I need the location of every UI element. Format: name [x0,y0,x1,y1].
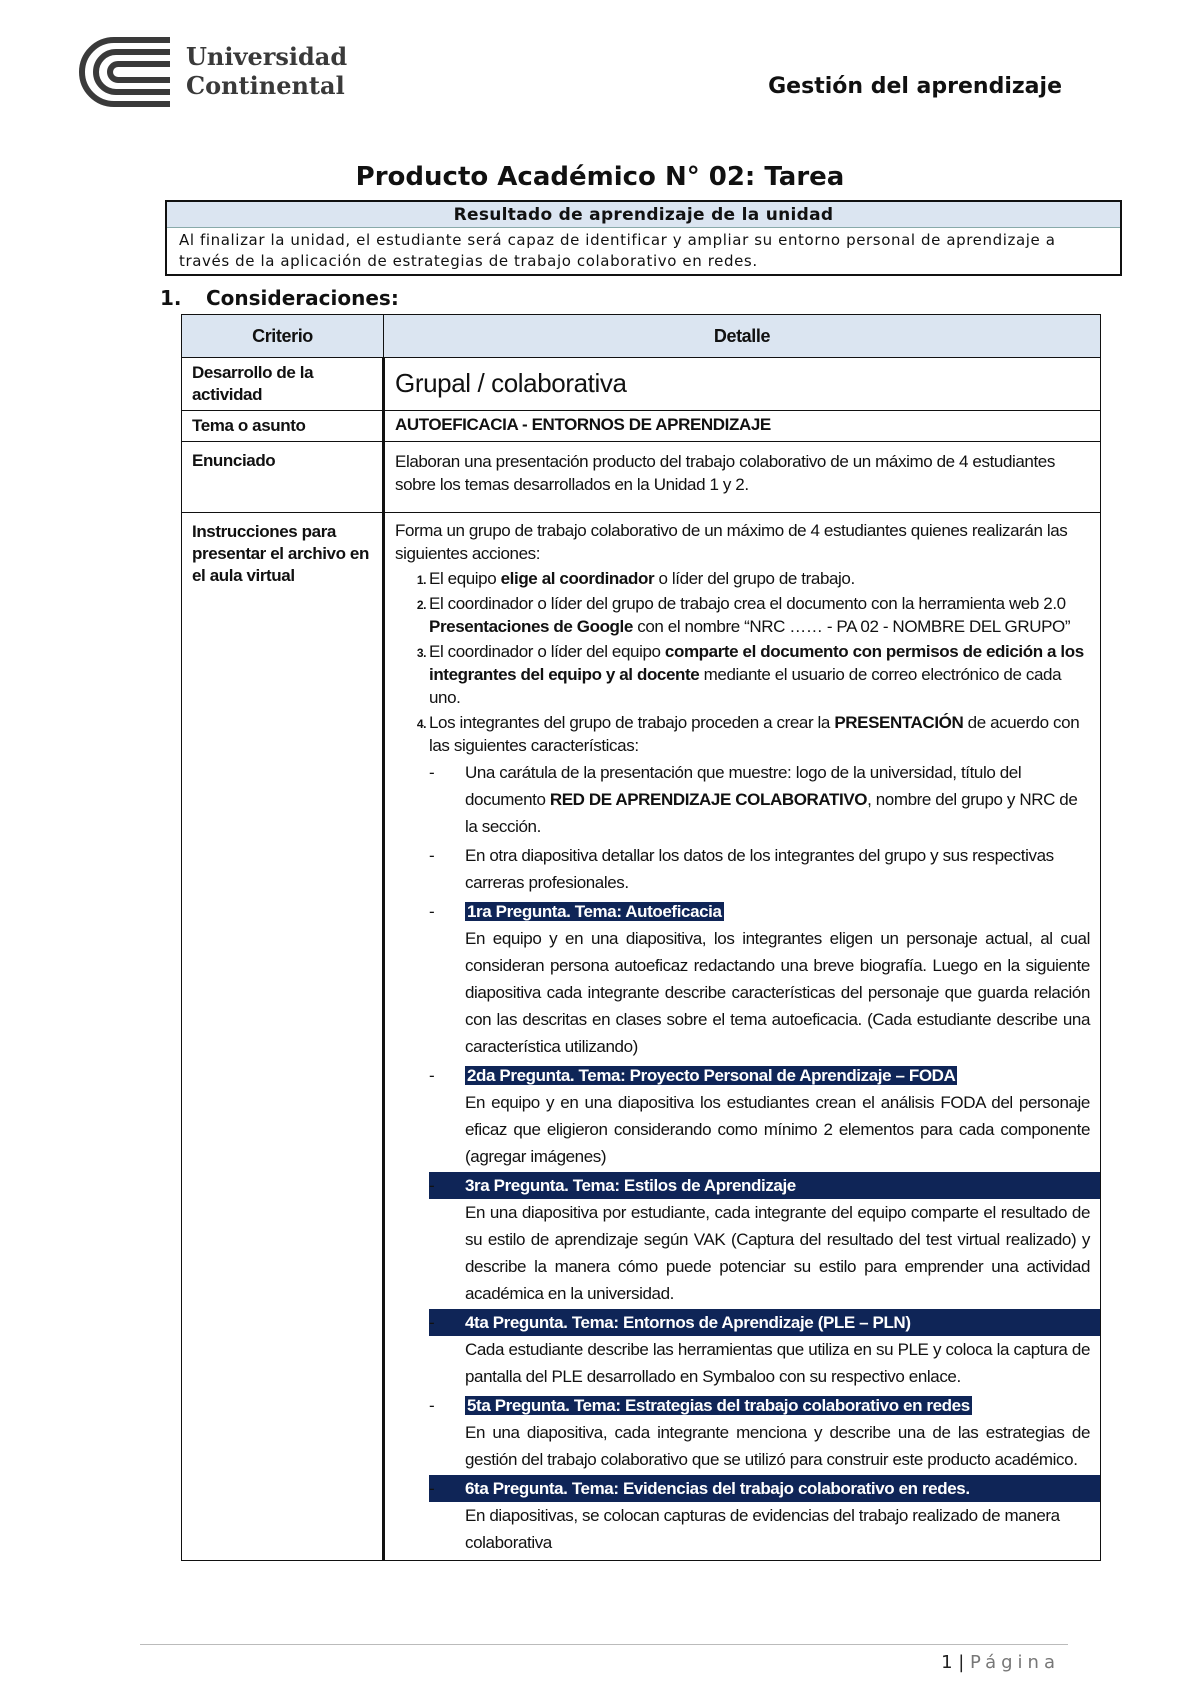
table-header-row [182,315,1101,358]
page-label: Página [970,1652,1060,1673]
instructions-intro: Forma un grupo de trabajo colaborativo de un máximo de 4 estudiantes quienes realizarán las siguientes acciones: [395,521,1068,563]
footer-divider [140,1644,1068,1645]
question-4-body: Cada estudiante describe las herramientas que utiliza en su PLE y coloca la captura de pantalla del PLE desarrollado en Symbaloo con su respectivo enlace. [465,1340,1090,1386]
question-1-title: 1ra Pregunta. Tema: Autoeficacia [467,902,722,921]
page-footer: 1 | Página [941,1652,1060,1673]
page-number: 1 [941,1652,953,1673]
step-item: 2. El coordinador o líder del grupo de trabajo crea el documento con la herramienta web 2.0 Presentaciones de Google con el nombre “NRC …… - PA 02 - NOMBRE DEL GRUPO” [429,592,1090,638]
steps-list [395,567,1090,1556]
characteristics-list [429,759,1090,1556]
question-3-title: - 3ra Pregunta. Tema: Estilos de Aprendizaje [429,1172,1100,1199]
question-3-body: En una diapositiva por estudiante, cada integrante del equipo comparte el resultado de su estilo de aprendizaje según VAK (Captura del resultado del test virtual realizado) y describe la manera cómo puede potenciar su estilo para emprender una actividad académica en la universidad. [465,1203,1090,1303]
row-label-tema: Tema o asunto [182,411,384,442]
logo-line-2: Continental [186,71,345,100]
question-5-body: En una diapositiva, cada integrante menciona y describe una de las estrategias de gestión del trabajo colaborativo que se utilizó para construir este producto académico. [465,1423,1090,1469]
list-item [465,1475,1090,1556]
question-2-title: 2da Pregunta. Tema: Proyecto Personal de Aprendizaje – FODA [467,1066,956,1085]
question-5-title: 5ta Pregunta. Tema: Estrategias del trabajo colaborativo en redes [467,1396,970,1415]
row-label-enunciado: Enunciado [182,442,384,513]
table-row [182,442,1101,513]
row-label-desarrollo: Desarrollo de la actividad [182,358,384,411]
row-value-enunciado: Elaboran una presentación producto del trabajo colaborativo de un máximo de 4 estudiantes sobre los temas desarrollados en la Unidad 1 y 2. [384,442,1101,513]
question-6-title: - 6ta Pregunta. Tema: Evidencias del trabajo colaborativo en redes. [429,1475,1100,1502]
step-item: 1. El equipo elige al coordinador o líder del grupo de trabajo. [429,567,1090,590]
question-4-title: - 4ta Pregunta. Tema: Entornos de Aprendizaje (PLE – PLN) [429,1309,1100,1336]
continental-logo-icon [78,36,178,108]
row-value-instrucciones [384,513,1101,1561]
table-row [182,358,1101,411]
section-title: Consideraciones: [206,286,399,310]
section-number: 1. [160,286,182,310]
step-item: 3. El coordinador o líder del equipo comparte el documento con permisos de edición a los integrantes del equipo y al docente mediante el usuario de correo electrónico de cada uno. [429,640,1090,709]
list-item: - Una carátula de la presentación que muestre: logo de la universidad, título del documento RED DE APRENDIZAJE COLABORATIVO, nombre del grupo y NRC de la sección. [465,759,1090,840]
result-heading: Resultado de aprendizaje de la unidad [167,202,1120,228]
question-6-body: En diapositivas, se colocan capturas de evidencias del trabajo realizado de manera colaborativa [465,1506,1060,1552]
header-title: Gestión del aprendizaje [768,74,1062,99]
list-item [465,1309,1090,1390]
list-item: - En otra diapositiva detallar los datos de los integrantes del grupo y sus respectivas carreras profesionales. [465,842,1090,896]
question-2-body: En equipo y en una diapositiva los estudiantes crean el análisis FODA del personaje eficaz que eligieron considerando como mínimo 2 elementos para cada componente (agregar imágenes) [465,1093,1090,1166]
list-item [465,898,1090,1060]
list-item [465,1392,1090,1473]
table-row [182,411,1101,442]
row-value-tema: AUTOEFICACIA - ENTORNOS DE APRENDIZAJE [384,411,1101,442]
step-item: 4. Los integrantes del grupo de trabajo proceden a crear la PRESENTACIÓN de acuerdo con las siguientes características: - Una carátula de la presentación que muestre: logo de la universidad, título del documento RED DE APRENDIZAJE COLABORATIVO, nombre del grupo y NRC de la sección. - En otra diapositiva detallar los datos de los integrantes del grupo y sus respectivas carreras profesionales. - 1ra Pregunta. Tema: Autoeficacia En equipo y en una diapositiva, los integrantes eligen un personaje actual, al cual consideran persona autoeficaz redactando una breve biografía. Luego en la siguiente diapositiva cada integrante describe características del personaje que guarda relación con las descritas en clases sobre el tema autoeficacia. (Cada estudiante describe una característica utilizando) - 2da Pregunta. Tema: Proyecto Personal de Aprendizaje – FODA En equipo y en una diapositiva los estudiantes crean el análisis FODA del personaje eficaz que eligieron considerando como mínimo 2 elementos para cada componente (agregar imágenes) - 3ra Pregunta. Tema: Estilos de Aprendizaje En una diapositiva por estudiante, cada integrante del equipo comparte el resultado de su estilo de aprendizaje según VAK (Captura del resultado del test virtual realizado) y describe la manera cómo puede potenciar su estilo para emprender una actividad académica en la universidad. - 4ta Pregunta. Tema: Entornos de Aprendizaje (PLE – PLN) Cada estudiante describe las herramientas que utiliza en su PLE y coloca la captura de pantalla del PLE desarrollado en Symbaloo con su respectivo enlace. - 5ta Pregunta. Tema: Estrategias del trabajo colaborativo en redes En una diapositiva, cada integrante menciona y describe una de las estrategias de gestión del trabajo colaborativo que se utilizó para construir este producto académico. - 6ta Pregunta. Tema: Evidencias del trabajo colaborativo en redes. En diapositivas, se colocan capturas de evidencias del trabajo realizado de manera colaborativa [429,711,1090,1556]
col-header-criterio: Criterio [182,315,384,358]
question-1-body: En equipo y en una diapositiva, los integrantes eligen un personaje actual, al cual consideran persona autoeficaz redactando una breve biografía. Luego en la siguiente diapositiva cada integrante describe características del personaje que guarda relación con las descritas en clases sobre el tema autoeficacia. (Cada estudiante describe una característica utilizando) [465,929,1090,1056]
section-heading [160,286,399,310]
university-logo [78,36,348,108]
row-label-instrucciones: Instrucciones para presentar el archivo en el aula virtual [182,513,384,1561]
result-box [165,200,1122,276]
document-title: Producto Académico N° 02: Tarea [355,162,845,192]
row-value-text: Grupal / colaborativa [395,368,627,398]
list-item [465,1172,1090,1307]
logo-line-1: Universidad [186,42,348,71]
criteria-table [181,314,1101,1561]
row-value-desarrollo [384,358,1101,411]
table-row [182,513,1101,1561]
list-item [465,1062,1090,1170]
result-body: Al finalizar la unidad, el estudiante será capaz de identificar y ampliar su entorno personal de aprendizaje a través de la aplicación de estrategias de trabajo colaborativo en redes. [179,231,1056,270]
col-header-detalle: Detalle [384,315,1101,358]
